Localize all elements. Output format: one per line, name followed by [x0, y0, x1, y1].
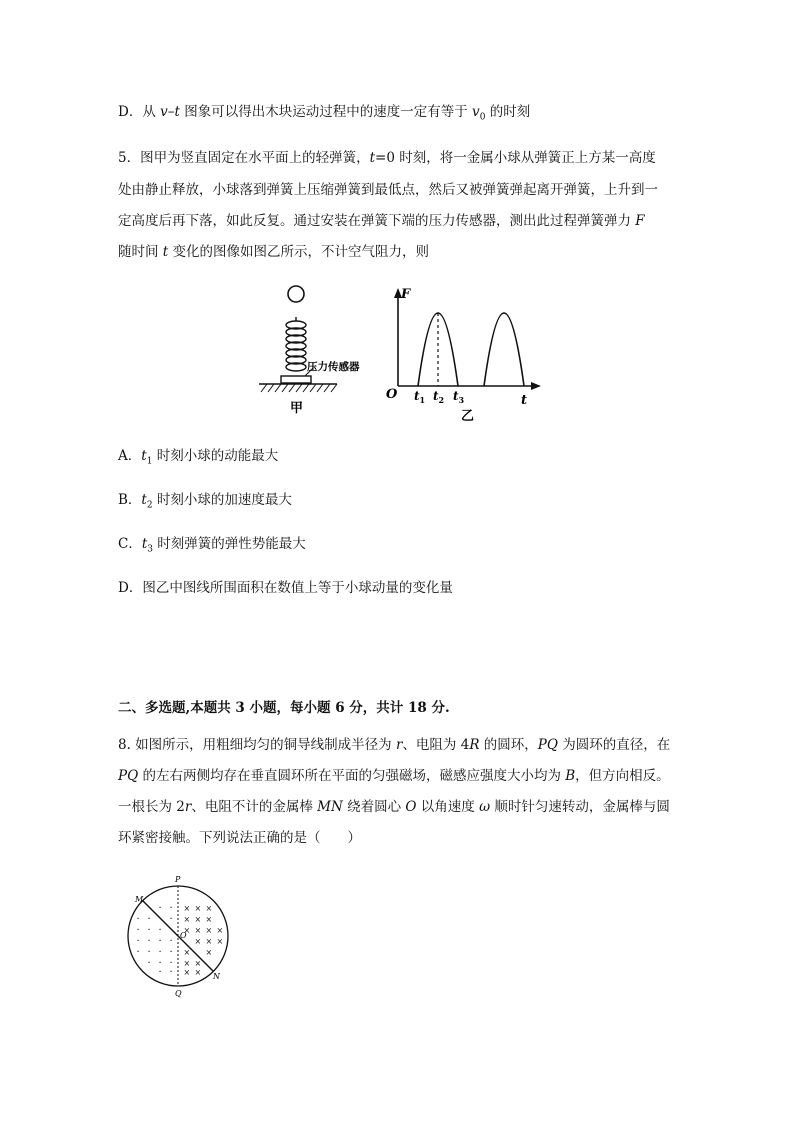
force-pulse-2	[484, 313, 524, 386]
tick-t3: $t_3$	[453, 389, 465, 405]
sensor-label: 压力传感器	[307, 361, 360, 373]
var-O: O	[405, 799, 417, 815]
label-q: Q	[175, 989, 182, 998]
text: 的圆环，	[479, 737, 538, 753]
text: 定高度后再下落，如此反复。通过安装在弹簧下端的压力传感器，测出此过程弹簧弹力	[118, 213, 636, 229]
label-p: P	[175, 875, 181, 884]
text: 时刻小球的加速度最大	[152, 492, 292, 508]
var-v: v	[160, 104, 168, 120]
field-cross: ×	[183, 948, 191, 957]
q8-stem-line-2	[118, 766, 670, 786]
field-dot: ·	[136, 925, 140, 936]
label-jia: 甲	[290, 401, 304, 416]
field-dot: ·	[158, 925, 162, 936]
field-dot: ·	[158, 936, 162, 947]
text: 图象可以得出木块运动过程中的速度一定有等于	[179, 104, 473, 120]
var-B: B	[565, 768, 576, 784]
field-cross: ×	[183, 926, 191, 935]
field-cross: ×	[205, 904, 213, 913]
axis-label-f: F	[401, 287, 411, 302]
text: 绕着圆心	[342, 799, 406, 815]
var-r: r	[184, 799, 192, 815]
origin-label: O	[386, 387, 398, 402]
q8-stem-line-3	[118, 797, 670, 817]
field-cross: ×	[194, 926, 202, 935]
var-MN: MN	[317, 799, 343, 815]
field-cross: ×	[194, 968, 202, 977]
field-dot: ·	[147, 958, 151, 969]
field-dot: ·	[169, 914, 173, 925]
field-dot: ·	[136, 914, 140, 925]
text: 的左右两侧均存在垂直圆环所在平面的匀强磁场，磁感应强度大小均为	[138, 768, 566, 784]
text: 5．图甲为竖直固定在水平面上的轻弹簧，	[118, 150, 370, 166]
text: D．从	[118, 104, 161, 120]
field-dot: ·	[169, 936, 173, 947]
q5-option-b	[118, 490, 292, 516]
subscript: 0	[479, 112, 486, 123]
label-yi: 乙	[461, 409, 475, 424]
var-t: t	[141, 492, 147, 508]
subscript: 3	[147, 544, 154, 555]
var-PQ: PQ	[537, 737, 558, 753]
text: 的时刻	[485, 104, 531, 120]
text: C．	[118, 536, 142, 552]
field-dot: ·	[147, 914, 151, 925]
var-omega: ω	[479, 799, 491, 815]
field-dot: ·	[169, 958, 173, 969]
var-R: R	[469, 737, 480, 753]
q5-option-c	[118, 534, 306, 560]
tick-t1: $t_1$	[414, 389, 426, 405]
field-cross: ×	[183, 968, 191, 977]
text: –	[167, 104, 175, 120]
field-cross: ×	[205, 915, 213, 924]
q5-stem-line-1	[118, 148, 656, 168]
field-dot: ·	[147, 936, 151, 947]
field-cross: ×	[194, 959, 202, 968]
label-n: N	[213, 972, 220, 981]
q5-stem-line-2: 处由静止释放，小球落到弹簧上压缩弹簧到最低点，然后又被弹簧弹起离开弹簧，上升到一	[118, 182, 658, 198]
var-t: t	[162, 244, 169, 260]
field-cross: ×	[194, 904, 202, 913]
text: B．	[118, 492, 142, 508]
var-v0: v	[472, 104, 480, 120]
tick-t2: $t_2$	[433, 389, 445, 405]
text: =0 时刻，将一金属小球从弹簧正上方某一高度	[375, 150, 656, 166]
text: 时刻小球的动能最大	[152, 448, 279, 464]
dot-field	[137, 903, 173, 978]
field-cross: ×	[205, 926, 213, 935]
ground-hatch	[261, 384, 337, 392]
field-cross: ×	[183, 959, 191, 968]
field-dot: ·	[147, 925, 151, 936]
q5-option-d: D．图乙中图线所围面积在数值上等于小球动量的变化量	[118, 580, 453, 596]
field-cross: ×	[194, 915, 202, 924]
q8-stem-line-1	[118, 735, 670, 755]
field-dot: ·	[169, 903, 173, 914]
field-dot: ·	[136, 947, 140, 958]
field-cross: ×	[183, 915, 191, 924]
var-t: t	[141, 448, 147, 464]
label-o: O	[180, 931, 187, 940]
text: 随时间	[118, 244, 163, 260]
field-cross: ×	[216, 937, 224, 946]
field-dot: ·	[136, 936, 140, 947]
field-dot: ·	[158, 947, 162, 958]
field-dot: ·	[147, 947, 151, 958]
section-2-heading: 二、多选题,本题共 3 小题，每小题 6 分，共计 18 分.	[118, 700, 450, 716]
text: 一根长为 2	[118, 799, 185, 815]
text: 以角速度	[416, 799, 480, 815]
text: 为圆环的直径，在	[557, 737, 671, 753]
var-t: t	[141, 536, 148, 552]
text: 8. 如图所示，用粗细均匀的铜导线制成半径为	[118, 737, 396, 753]
text: 顺时针匀速转动，金属棒与圆	[490, 799, 670, 815]
text: A．	[118, 448, 142, 464]
var-t: t	[174, 104, 180, 120]
var-t: t	[369, 150, 376, 166]
axis-label-t: t	[521, 393, 528, 408]
text: ，但方向相反。	[575, 768, 670, 784]
var-F: F	[635, 213, 645, 229]
ball	[288, 286, 304, 302]
var-PQ: PQ	[118, 768, 139, 784]
label-m: M	[135, 895, 144, 904]
field-cross: ×	[205, 948, 213, 957]
q4-option-d	[118, 102, 530, 128]
field-dot: ·	[169, 967, 173, 978]
pressure-sensor	[281, 376, 311, 383]
spring	[286, 317, 306, 371]
q5-stem-line-3	[118, 211, 645, 231]
subscript: 2	[146, 500, 153, 511]
field-cross: ×	[216, 926, 224, 935]
field-cross: ×	[194, 937, 202, 946]
q5-figure	[255, 280, 555, 430]
t-axis-arrow	[531, 382, 541, 390]
q8-figure	[120, 872, 240, 1002]
field-dot: ·	[158, 903, 162, 914]
q5-option-a	[118, 446, 278, 472]
text: 时刻弹簧的弹性势能最大	[153, 536, 306, 552]
var-r: r	[395, 737, 403, 753]
text: 变化的图像如图乙所示，不计空气阻力，则	[168, 244, 430, 260]
q8-stem-line-4: 环紧密接触。下列说法正确的是（ ）	[118, 830, 361, 846]
field-dot: ·	[158, 958, 162, 969]
subscript: 1	[146, 456, 153, 467]
field-cross: ×	[183, 904, 191, 913]
field-dot: ·	[158, 967, 162, 978]
text: 、电阻为 4	[402, 737, 470, 753]
field-dot: ·	[169, 947, 173, 958]
text: 、电阻不计的金属棒	[191, 799, 318, 815]
field-cross: ×	[205, 937, 213, 946]
q5-stem-line-4	[118, 242, 429, 262]
